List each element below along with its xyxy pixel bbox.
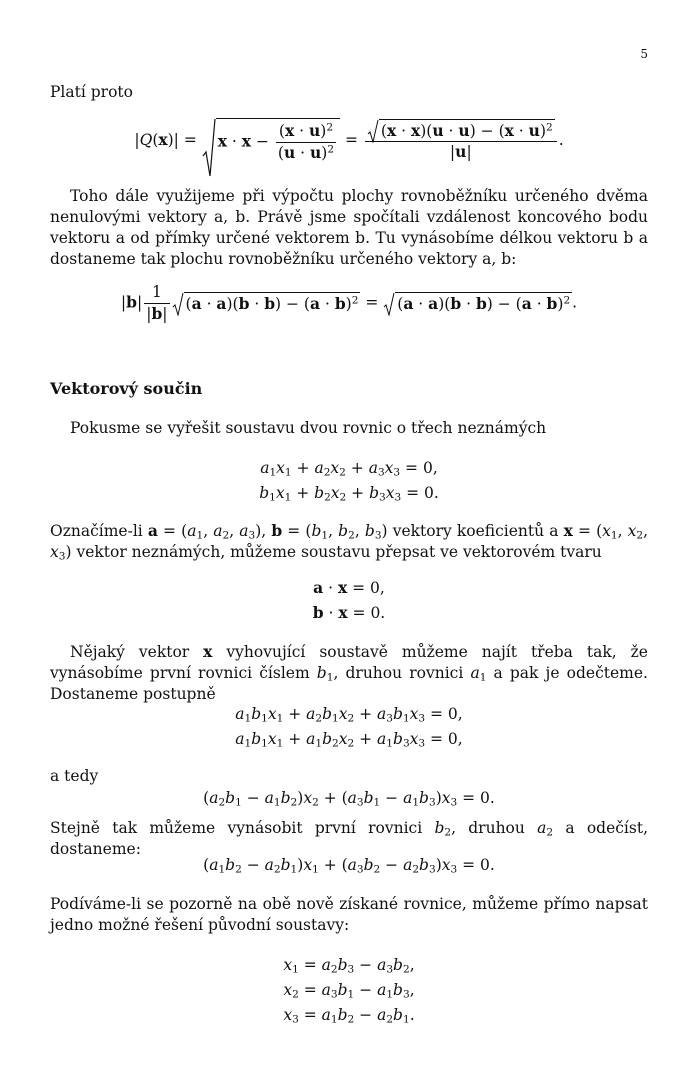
- equation-multiplied: $a_1b_1x_1 + a_2b_1x_2 + a_3b_1x_3 = 0$, $a_1b_1x_1 + a_1b_2x_2 + a_1b_3x_3 = 0$,: [235, 705, 463, 750]
- sqrt-symbol: x · x − $\frac{(x \cdot u)^2}{(u \cdot u)^2}$: [202, 118, 340, 164]
- equation-difference-2: $(a_1b_2 - a_2b_1)x_1 + (a_3b_2 - a_2b_3)x_3 = 0$.: [203, 856, 495, 876]
- paragraph-stejne: Stejně tak můžeme vynásobit první rovnici $b_2$, druhou $a_2$ a odečíst, dostaneme:: [50, 819, 649, 858]
- equation-difference-1: $(a_2b_1 - a_1b_2)x_2 + (a_3b_1 - a_1b_3)x_3 = 0$.: [203, 789, 495, 809]
- paragraph-atedy: a tedy: [50, 767, 99, 785]
- equation-vector-form: a · x = 0, b · x = 0.: [312, 578, 386, 622]
- paragraph-nejaky: Nějaký vektor x vyhovující soustavě můžeme najít třeba tak, že vynásobíme první rovnici číslem $b_1$, druhou rovnici $a_1$ a pak je odečteme. Dostaneme postupně: [50, 642, 648, 703]
- paragraph-oznacime: Označíme-li $a = (a_1$, $a_2$, $a_3$), $b = (b_1$, $b_2$, $b_3$) vektory koeficientů a $x = (x_1$, $x_2$, $x_3$) vektor neznámých, můžeme soustavu přepsat ve vektorovém tvaru: [50, 521, 649, 563]
- equation-parallelogram-area: |b| $\frac{1}{|b|}$ $(a \cdot a)(b \cdot b) - (a \cdot b)^2$ = $(a \cdot a)(b \cdot b) - (a \cdot b)^2$ .: [120, 283, 578, 323]
- equation-q-distance: |Q(x)| = x · x − $\frac{(x \cdot u)^2}{(u \cdot u)^2}$ = $\frac{(x \cdot x)(u \cdot u) - (x \cdot u)^2}{|u|}$ .: [50, 118, 648, 164]
- paragraph-podivame: Podíváme-li se pozorně na obě nově získané rovnice, můžeme přímo napsat jedno možné řešení původní soustavy:: [50, 895, 648, 934]
- section-title: Vektorový součin: [50, 379, 203, 398]
- paragraph-plati: Platí proto: [50, 83, 133, 101]
- equation-system: $a_1x_1 + a_2x_2 + a_3x_3 = 0$, $b_1x_1 + b_2x_2 + b_3x_3 = 0$.: [259, 459, 439, 504]
- paragraph-toho: Toho dále využijeme při výpočtu plochy rovnoběžníku určeného dvěma nenulovými vektory a, b. Právě jsme spočítali vzdálenost koncového bodu vektoru a od přímky určené vektorem b. Tu vynásobíme délkou vektoru b a dostaneme tak plochu rovnoběžníku určeného vektory a, b:: [50, 187, 648, 268]
- equation-solution: $x_1 = a_2b_3 - a_3b_2$, $x_2 = a_3b_1 - a_1b_3$, $x_3 = a_1b_2 - a_2b_1$.: [283, 956, 415, 1026]
- paragraph-pokusme: Pokusme se vyřešit soustavu dvou rovnic o třech neznámých: [70, 419, 547, 437]
- page-number: 5: [640, 47, 648, 61]
